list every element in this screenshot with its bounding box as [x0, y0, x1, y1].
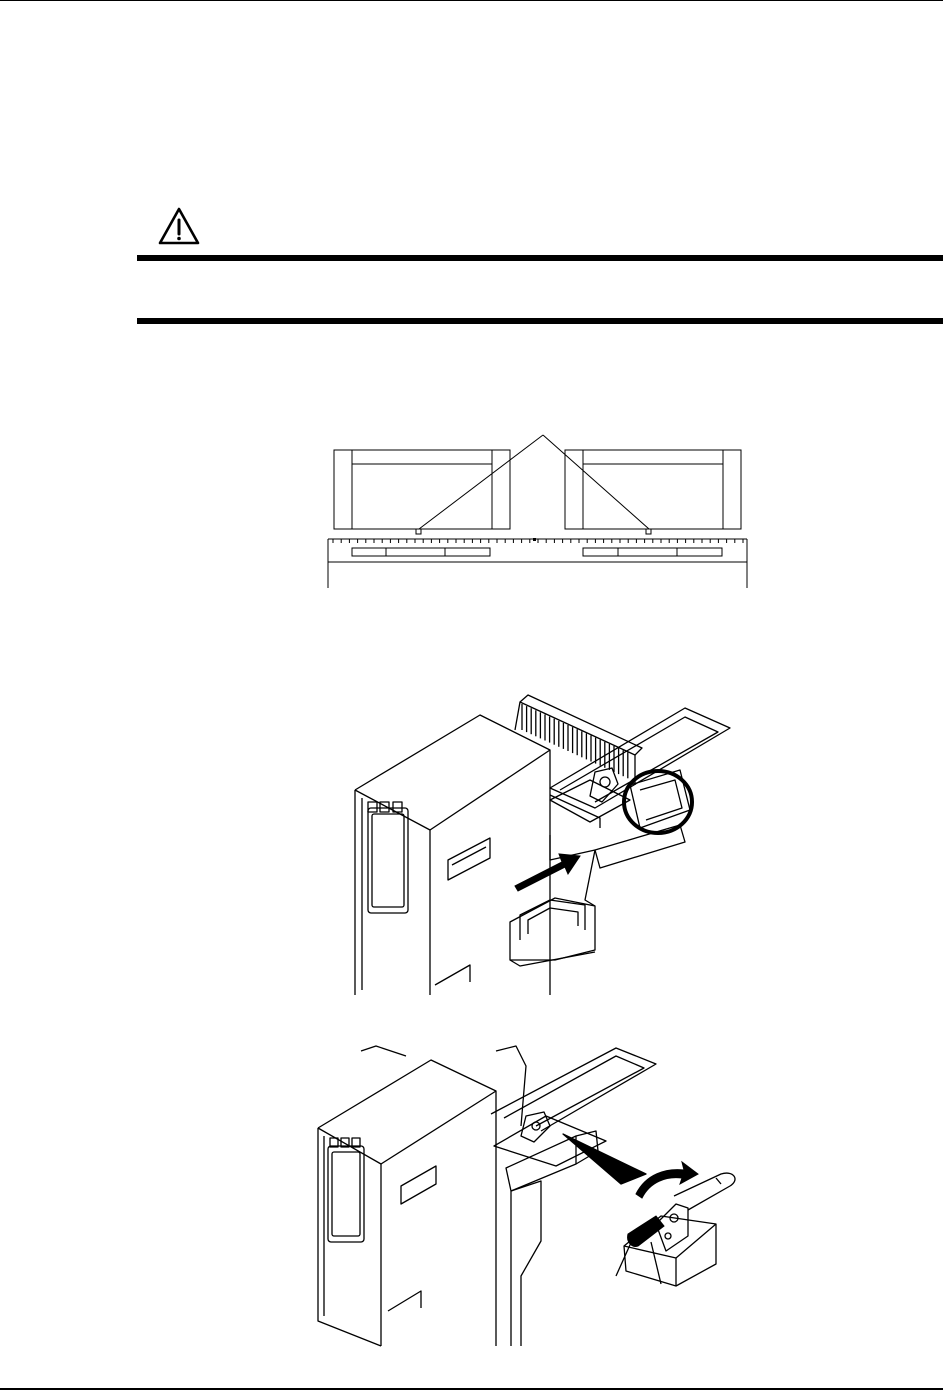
tray-slot-alignment-diagram	[325, 432, 750, 588]
warning-triangle-icon	[158, 207, 200, 245]
caution-bottom-bar	[137, 318, 943, 324]
page-bottom-rule	[0, 1388, 943, 1390]
tray-insertion-illustration	[350, 690, 740, 995]
page-top-rule	[0, 0, 943, 1]
lock-lever-close-illustration	[316, 1046, 746, 1346]
caution-top-bar	[137, 255, 943, 261]
